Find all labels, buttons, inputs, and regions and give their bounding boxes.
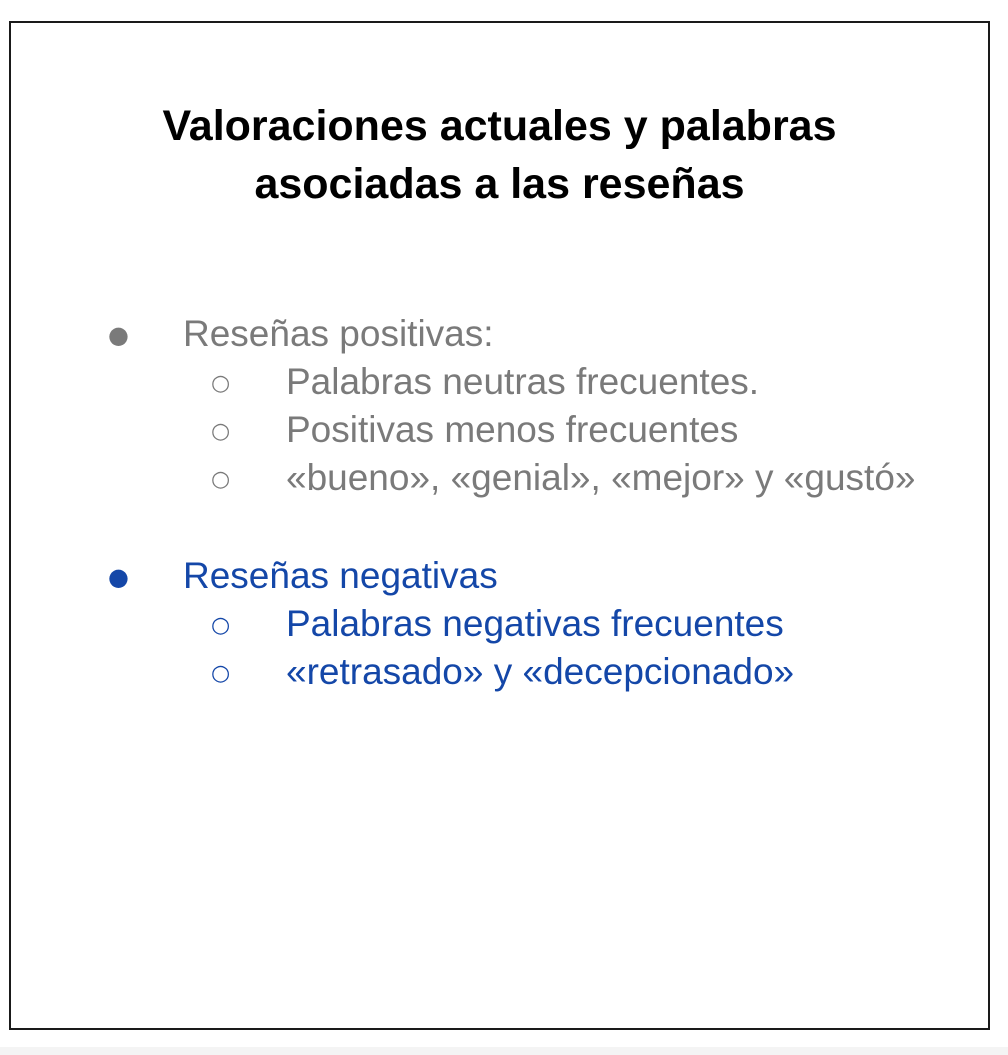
positive-reviews-heading: Reseñas positivas: (183, 313, 494, 354)
negative-item-2: «retrasado» y «decepcionado» (286, 651, 795, 692)
filled-bullet-icon: ● (108, 563, 129, 591)
slide-frame (9, 21, 990, 1030)
hollow-bullet-icon: ○ (211, 661, 231, 686)
negative-item-1: Palabras negativas frecuentes (286, 603, 784, 644)
hollow-bullet-icon: ○ (211, 467, 231, 492)
positive-item-2: Positivas menos frecuentes (286, 409, 739, 450)
hollow-bullet-icon: ○ (211, 419, 231, 444)
positive-item-3: «bueno», «genial», «mejor» y «gustó» (286, 457, 916, 498)
hollow-bullet-icon: ○ (211, 613, 231, 638)
slide-title-line-2: asociadas a las reseñas (254, 160, 745, 208)
hollow-bullet-icon: ○ (211, 371, 231, 396)
negative-reviews-heading: Reseñas negativas (183, 555, 498, 596)
page-bottom-strip (0, 1047, 1008, 1055)
positive-item-1: Palabras neutras frecuentes. (286, 361, 760, 402)
slide-title-line-1: Valoraciones actuales y palabras (162, 102, 837, 150)
filled-bullet-icon: ● (108, 321, 129, 349)
slide-title (11, 97, 988, 213)
